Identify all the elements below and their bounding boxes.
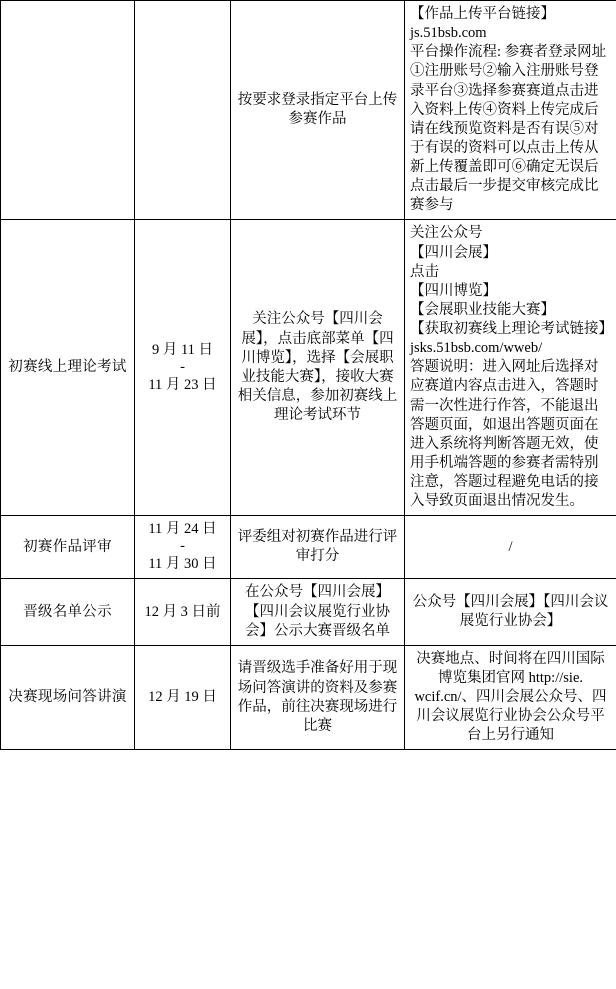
date-end: 11 月 30 日 <box>148 556 217 573</box>
row-task-cell: 评委组对初赛作品进行评审打分 <box>231 516 405 579</box>
row-note-cell <box>405 1 616 220</box>
table-row <box>1 1 616 220</box>
date-separator: - <box>180 538 185 555</box>
row-date-cell <box>135 1 231 220</box>
row-note-cell: 公众号【四川会展】【四川会议展览行业协会】 <box>405 579 616 645</box>
note-line: 点击 <box>410 263 439 280</box>
date-start: 9 月 11 日 <box>151 341 214 358</box>
row-date-cell: 12 月 19 日 <box>135 645 231 750</box>
note-line: 【四川会展】 <box>410 244 497 261</box>
table-row <box>1 579 616 645</box>
table-row <box>1 220 616 516</box>
date-separator: - <box>180 358 185 375</box>
row-task-cell: 请晋级选手准备好用于现场问答演讲的资料及参赛作品，前往决赛现场进行比赛 <box>231 645 405 750</box>
row-note-cell: / <box>405 516 616 579</box>
note-line: 关注公众号 <box>410 225 483 242</box>
row-stage-cell: 初赛作品评审 <box>1 516 135 579</box>
row-note-cell: 决赛地点、时间将在四川国际博览集团官网 http://sie. wcif.cn/、四川会展公众号、四川会议展览行业协会公众号平台上另行通知 <box>405 645 616 750</box>
row-task-cell: 关注公众号【四川会展】，点击底部菜单【四川博览】，选择【会展职业技能大赛】，接收大赛相关信息，参加初赛线上理论考试环节 <box>231 220 405 516</box>
date-end: 11 月 23 日 <box>148 376 217 393</box>
table-row <box>1 645 616 750</box>
row-date-cell <box>135 220 231 516</box>
note-line: 【会展职业技能大赛】 <box>410 301 555 318</box>
note-line: 【获取初赛线上理论考试链接】 <box>410 321 613 337</box>
note-line: 平台操作流程: 参赛者登录网址①注册账号②输入注册账号登录平台③选择参赛赛道点击进入资料上传④资料上传完成后请在线预览资料是否有误⑤对于有误的资料可以点击上传从新上传覆盖即可⑥确定无误后点击最后一步提交审核完成比赛参与 <box>410 44 607 214</box>
row-task-cell: 在公众号【四川会展】【四川会议展览行业协会】公示大赛晋级名单 <box>231 579 405 645</box>
date-start: 11 月 24 日 <box>148 521 217 538</box>
row-date-cell <box>135 516 231 579</box>
row-note-cell <box>405 220 616 516</box>
note-line: 【作品上传平台链接】 <box>410 6 555 22</box>
row-stage-cell: 决赛现场问答讲演 <box>1 645 135 750</box>
row-stage-cell: 晋级名单公示 <box>1 579 135 645</box>
row-date-cell: 12 月 3 日前 <box>135 579 231 645</box>
row-stage-cell <box>1 1 135 220</box>
note-line: 答题说明：进入网址后选择对应赛道内容点击进入，答题时需一次性进行作答，不能退出答题页面，如退出答题页面在进入系统将判断答题无效，使用手机端答题的参赛者需特别注意，答题过程避免电话的接入导致页面退出情况发生。 <box>410 359 599 510</box>
note-line-url: js.51bsb.com <box>410 25 487 42</box>
row-stage-cell: 初赛线上理论考试 <box>1 220 135 516</box>
row-task-cell: 按要求登录指定平台上传参赛作品 <box>231 1 405 220</box>
note-line-url: jsks.51bsb.com/wweb/ <box>410 340 543 357</box>
note-line: 【四川博览】 <box>410 282 497 299</box>
table-row <box>1 516 616 579</box>
